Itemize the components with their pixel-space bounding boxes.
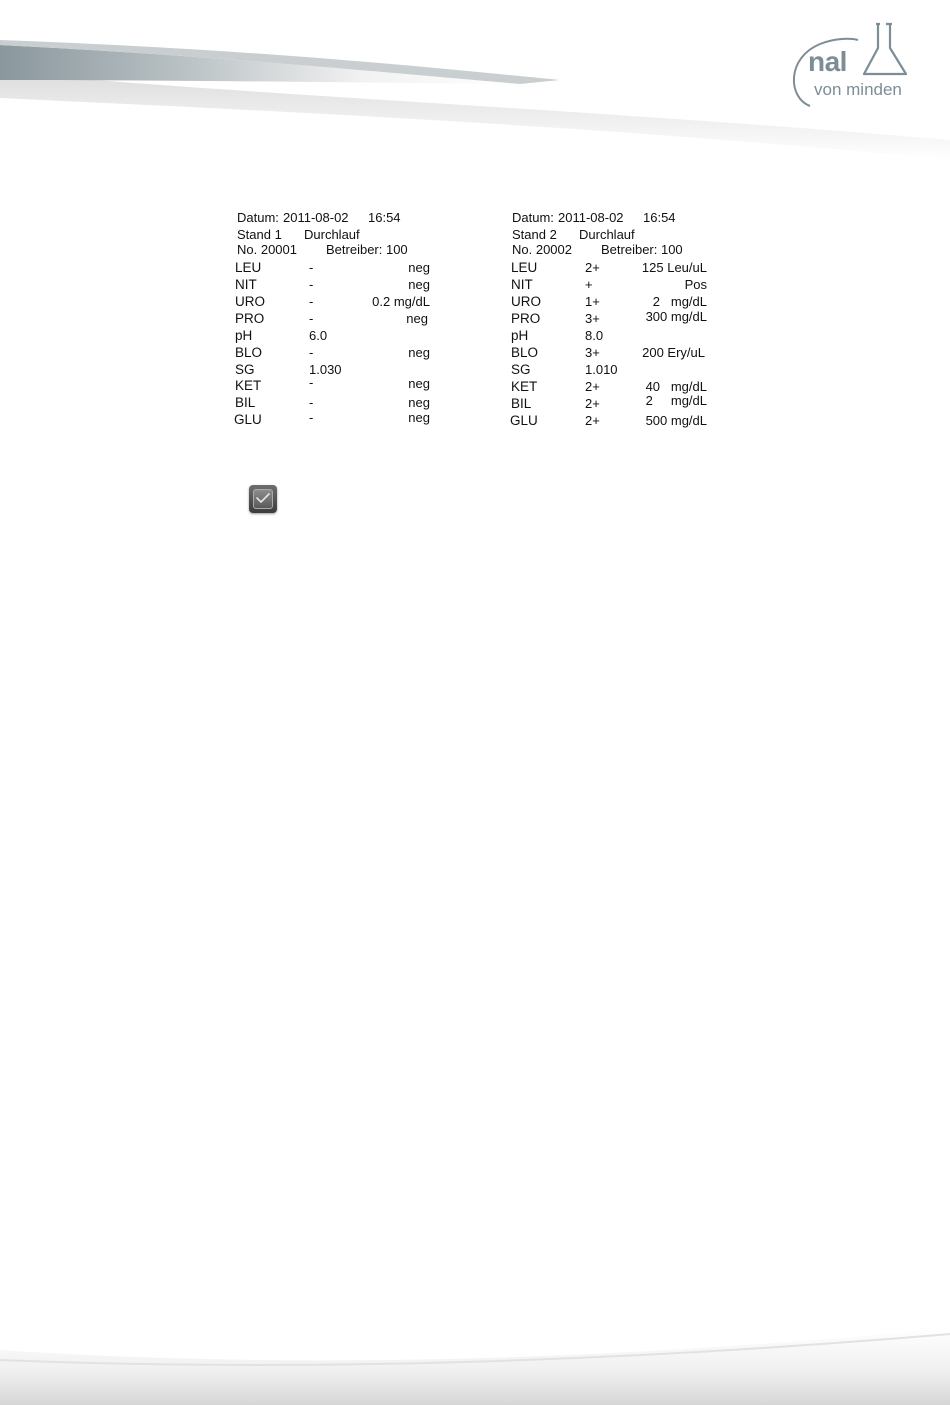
footer-swoosh xyxy=(0,1290,950,1405)
analyte-value: neg xyxy=(408,260,430,275)
analyte-result: - xyxy=(309,345,314,360)
analyte-value: neg xyxy=(408,376,430,391)
analyte-value: 125 Leu/uL xyxy=(641,260,707,275)
analyte-value: neg xyxy=(406,311,428,326)
result-row xyxy=(234,411,430,428)
analyte-code: LEU xyxy=(235,260,262,275)
analyte-code: SG xyxy=(511,362,531,377)
analyte-value: 40 mg/dL xyxy=(645,379,707,394)
analyte-code: URO xyxy=(511,294,541,309)
analyte-value: 2 mg/dL xyxy=(652,294,707,309)
report-date: 2011-08-02 xyxy=(283,210,349,225)
analyte-code: KET xyxy=(235,378,262,393)
analyte-code: LEU xyxy=(511,260,538,275)
analyte-result: - xyxy=(309,395,314,410)
analyte-result: 6.0 xyxy=(309,328,328,343)
analyte-code: SG xyxy=(235,362,255,377)
confirm-checkbox[interactable] xyxy=(249,485,277,513)
report-number: No. 20002 xyxy=(512,242,572,257)
analyte-result: 1+ xyxy=(585,294,600,309)
checkmark-icon xyxy=(254,491,272,505)
analyte-value: neg xyxy=(408,395,430,410)
result-row xyxy=(511,361,707,378)
result-row xyxy=(235,259,430,276)
analyte-code: GLU xyxy=(510,413,538,428)
analyte-value: 0.2 mg/dL xyxy=(372,294,430,309)
analyte-result: - xyxy=(309,375,314,390)
analyte-code: BLO xyxy=(511,345,539,360)
analyte-value: 2 mg/dL xyxy=(645,393,707,408)
report-date-label: Datum: xyxy=(237,210,279,225)
analyte-code: PRO xyxy=(235,311,265,326)
analyte-result: - xyxy=(309,311,314,326)
analyte-code: BIL xyxy=(511,396,532,411)
analyte-code: GLU xyxy=(234,412,262,427)
analyte-result: 3+ xyxy=(585,311,600,326)
brand-logo xyxy=(780,18,930,108)
result-row xyxy=(511,327,707,344)
report-stand: Stand 1 xyxy=(237,227,282,242)
analyte-result: 2+ xyxy=(585,413,600,428)
analyte-code: PRO xyxy=(511,311,541,326)
analyte-result: 1.030 xyxy=(309,362,342,377)
analyte-result: - xyxy=(309,294,314,309)
analyte-result: 8.0 xyxy=(585,328,604,343)
analyte-result: 3+ xyxy=(585,345,600,360)
report-stand-1 xyxy=(234,208,434,433)
analyte-code: pH xyxy=(235,328,253,343)
brand-subname: von minden xyxy=(814,80,902,99)
analyte-result: + xyxy=(585,277,593,292)
report-stand: Stand 2 xyxy=(512,227,557,242)
analyte-value: neg xyxy=(408,410,430,425)
analyte-value: neg xyxy=(408,277,430,292)
analyte-value: 200 Ery/uL xyxy=(642,345,705,360)
result-row xyxy=(510,412,707,429)
analyte-code: KET xyxy=(511,379,538,394)
brand-name: nal xyxy=(808,46,847,77)
analyte-result: 1.010 xyxy=(585,362,618,377)
result-row xyxy=(235,394,430,411)
report-mode: Durchlauf xyxy=(579,227,635,242)
result-row xyxy=(511,395,707,412)
analyte-result: 2+ xyxy=(585,379,600,394)
result-row xyxy=(235,327,430,344)
analyte-code: pH xyxy=(511,328,529,343)
analyte-value: 500 mg/dL xyxy=(645,413,707,428)
report-operator: Betreiber: 100 xyxy=(326,242,408,257)
analyte-code: BIL xyxy=(235,395,256,410)
analyte-result: - xyxy=(309,260,314,275)
report-date-label: Datum: xyxy=(512,210,554,225)
report-time: 16:54 xyxy=(643,210,676,225)
result-row xyxy=(235,276,430,293)
analyte-value: 300 mg/dL xyxy=(645,309,707,324)
analyte-result: 2+ xyxy=(585,396,600,411)
result-row xyxy=(235,361,430,378)
result-row xyxy=(235,293,430,310)
analyte-code: NIT xyxy=(511,277,533,292)
result-row xyxy=(511,344,705,361)
report-date: 2011-08-02 xyxy=(558,210,624,225)
report-mode: Durchlauf xyxy=(304,227,360,242)
report-number: No. 20001 xyxy=(237,242,297,257)
analyte-code: BLO xyxy=(235,345,263,360)
analyte-result: - xyxy=(309,277,314,292)
result-row xyxy=(235,344,430,361)
report-time: 16:54 xyxy=(368,210,401,225)
analyte-value: Pos xyxy=(684,277,707,292)
result-row xyxy=(511,276,707,293)
analyte-result: - xyxy=(309,410,314,425)
report-stand-2 xyxy=(510,208,710,433)
analyte-code: URO xyxy=(235,294,265,309)
analyte-result: 2+ xyxy=(585,260,600,275)
result-row xyxy=(235,310,428,327)
analyte-value: neg xyxy=(408,345,430,360)
analyte-code: NIT xyxy=(235,277,257,292)
result-row xyxy=(511,259,707,276)
result-row xyxy=(511,310,707,327)
result-row xyxy=(235,377,430,394)
report-operator: Betreiber: 100 xyxy=(601,242,683,257)
